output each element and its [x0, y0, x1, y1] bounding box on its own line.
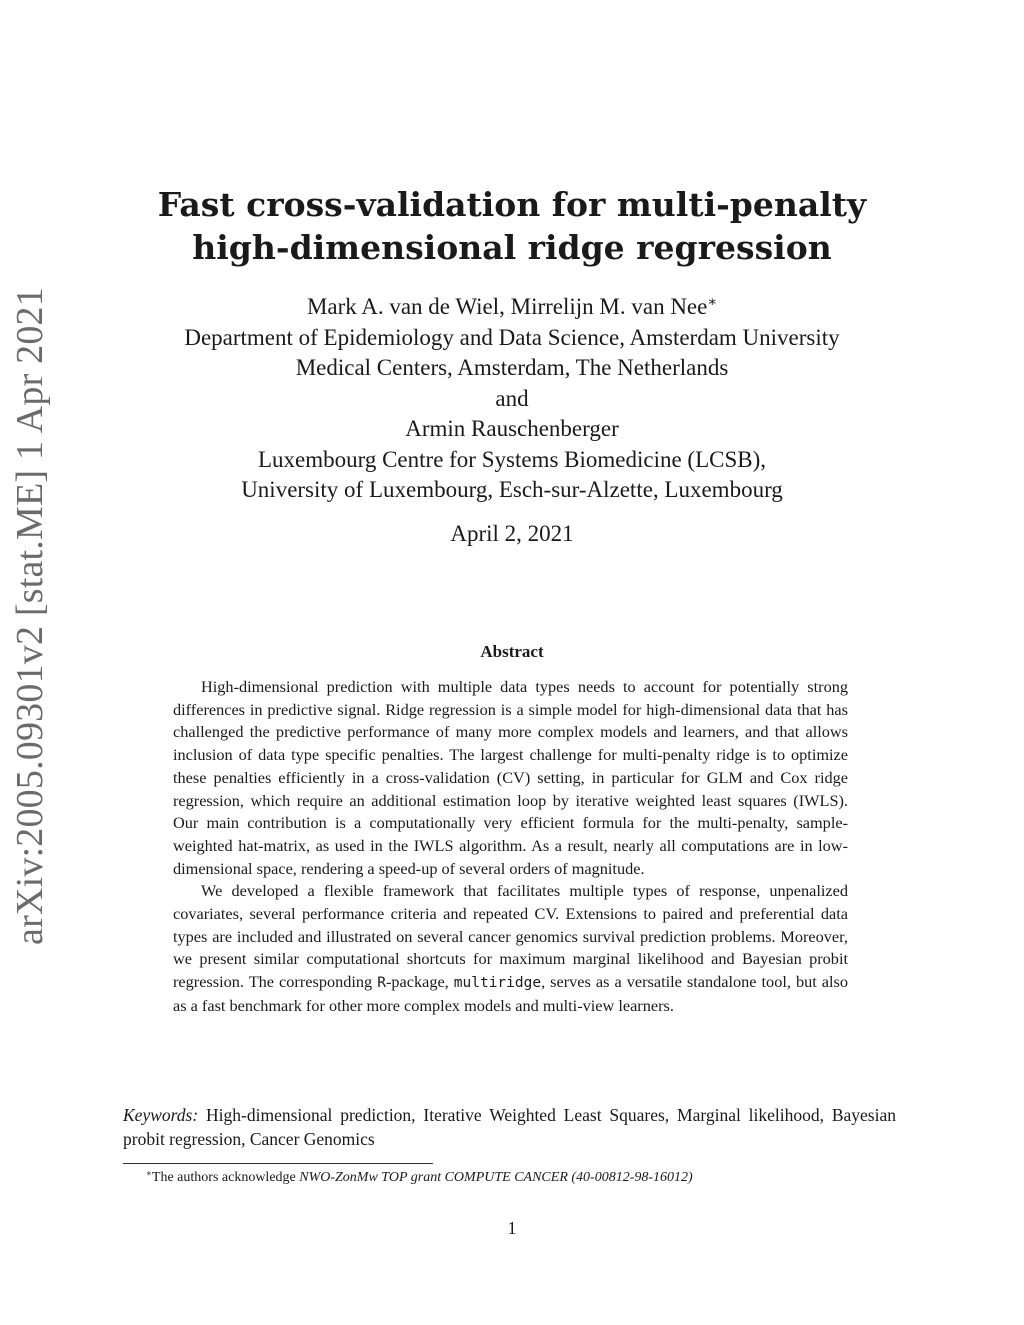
- paper-date: April 2, 2021: [450, 521, 574, 546]
- affiliation-2-line-2: University of Luxembourg, Esch-sur-Alzette, Luxembourg: [241, 477, 783, 502]
- footnote-mark: ∗: [146, 1168, 152, 1179]
- title-line-1: Fast cross-validation for multi-penalty: [157, 185, 867, 224]
- affiliation-2-line-1: Luxembourg Centre for Systems Biomedicine (LCSB),: [257, 446, 767, 472]
- footnote: ∗The authors acknowledge NWO-ZonMw TOP grant COMPUTE CANCER (40-00812-98-16012): [146, 1168, 693, 1185]
- package-name: multiridge: [453, 975, 542, 992]
- keywords: [123, 1103, 896, 1151]
- keywords-label: Keywords:: [123, 1105, 199, 1125]
- grant-name: NWO-ZonMw TOP grant COMPUTE CANCER (40-00812-98-16012): [299, 1170, 693, 1185]
- author-names-2: Armin Rauschenberger: [405, 416, 619, 441]
- abstract-paragraph-2: We developed a flexible framework that facilitates multiple types of response, unpenalized covariates, several performance criteria and repeated CV. Extensions to paired and preferential data types are included and illustrated on several cancer genomics survival prediction problems. Moreover, we present similar computational shortcuts for maximum marginal likelihood and Bayesian probit regression. The corresponding R-package, multiridge, serves as a versatile standalone tool, but also as a fast benchmark for other more complex models and multi-view learners.: [173, 881, 848, 1015]
- paper-title: [0, 183, 1024, 269]
- arxiv-identifier: arXiv:2005.09301v2 [stat.ME] 1 Apr 2021: [9, 287, 51, 945]
- keywords-text: High-dimensional prediction, Iterative Weighted Least Squares, Marginal likelihood, Bayesian probit regression, Cancer Genomics: [123, 1105, 896, 1149]
- page-number: 1: [507, 1218, 517, 1238]
- abstract-paragraph-1: High-dimensional prediction with multiple data types needs to account for potentially strong differences in predictive signal. Ridge regression is a simple model for high-dimensional data that has challenged the predictive performance of many more complex models and learners, and that allows inclusion of data type specific penalties. The largest challenge for multi-penalty ridge is to optimize these penalties efficiently in a cross-validation (CV) setting, in particular for GLM and Cox ridge regression, which require an additional estimation loop by iterative weighted least squares (IWLS). Our main contribution is a computationally very efficient formula for the multi-penalty, sample-weighted hat-matrix, as used in the IWLS algorithm. As a result, nearly all computations are in low-dimensional space, rendering a speed-up of several orders of magnitude.: [173, 677, 848, 878]
- author-block: [120, 292, 904, 506]
- r-language-name: R: [377, 975, 386, 992]
- abstract-heading: Abstract: [480, 642, 544, 661]
- footnote-divider: [123, 1163, 433, 1164]
- footnote-marker: ∗: [707, 294, 718, 311]
- title-line-2: high-dimensional ridge regression: [192, 228, 832, 267]
- author-names-1: Mark A. van de Wiel, Mirrelijn M. van Nee∗: [306, 294, 718, 319]
- affiliation-1-line-1: Department of Epidemiology and Data Science, Amsterdam University: [184, 324, 840, 350]
- abstract-body: [173, 676, 848, 1018]
- affiliation-1-line-2: Medical Centers, Amsterdam, The Netherlands: [295, 355, 729, 380]
- author-conjunction: and: [495, 385, 529, 411]
